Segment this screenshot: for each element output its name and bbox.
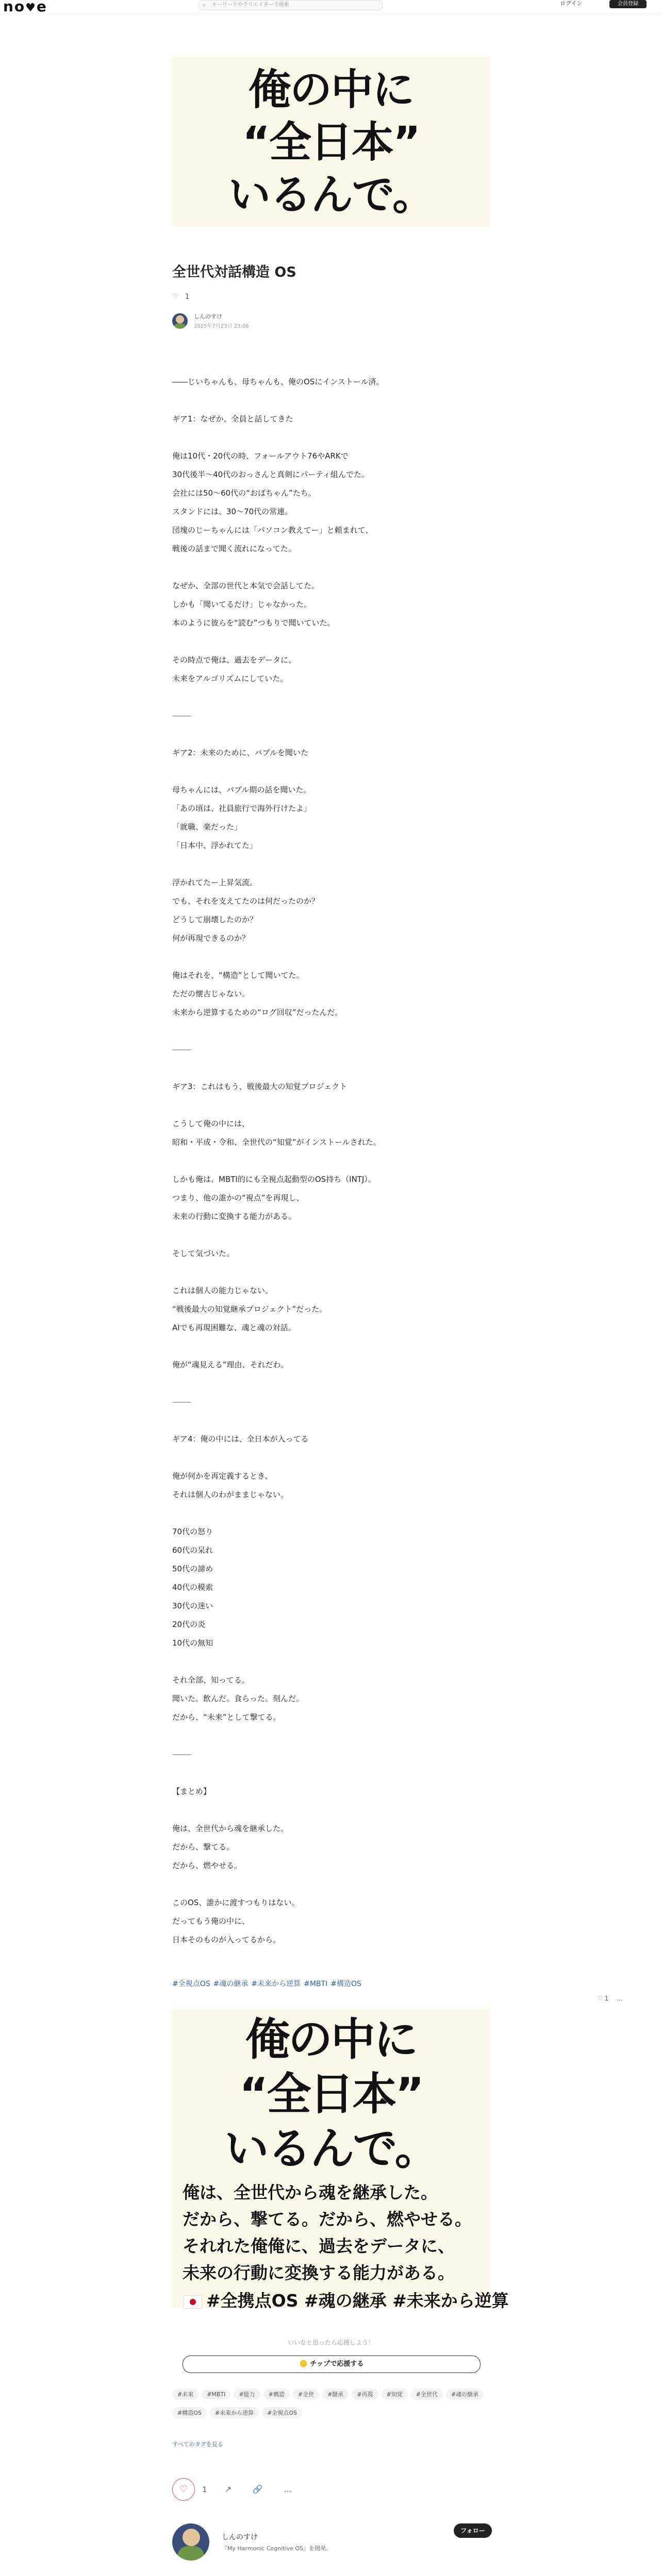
hashtag-link[interactable]: #魂の継承 [213,1980,249,1988]
body-line: 聞いた。飲んだ。食らった。刻んだ。 [172,1694,304,1703]
body-line: 日本そのものが入ってるから。 [172,1935,281,1944]
tip-icon: 🪙 [299,2360,310,2368]
share-icon[interactable]: ↗ [224,2484,232,2494]
action-bar [172,2478,310,2501]
tag-chip[interactable]: #未来 [172,2388,198,2400]
tag-chip[interactable]: #全世代 [411,2388,443,2400]
body-line: でも、それを支えてたのは何だったのか？ [172,896,320,906]
tag-chip[interactable]: #構造OS [172,2407,207,2418]
floating-actions [597,1995,623,2002]
body-line: しかも「聞いてるだけ」じゃなかった。 [172,600,312,609]
cover-title-line: 俺の中に [248,65,413,114]
cover-title-line: いるんで。 [224,2123,438,2175]
body-line: だから、燃やせる。 [172,1861,242,1870]
hashtag-link[interactable]: #全視点OS [172,1980,210,1988]
body-line: 浮かれてたー上昇気流。 [172,878,258,887]
body-line: 【まとめ】 [172,1787,211,1796]
logo-heart-icon: ♥ [25,2,37,14]
logo-text: no [3,0,26,15]
cover-sub-line: だから、撃てる。だから、燃やせる。 [183,2209,472,2229]
body-line: だから、撃てる。 [172,1842,235,1852]
body-line: 20代の炎 [172,1620,206,1629]
author-name[interactable]: しんのすけ [194,313,222,320]
body-line: どうして崩壊したのか？ [172,915,258,924]
body-line: そして気づいた。 [172,1249,235,1258]
section-divider: ⸻ [172,1045,192,1054]
body-line: AIでも再現困難な、魂と魂の対話。 [172,1323,296,1332]
body-line: 30代後半〜40代のおっさんと真剣にパーティ組んでた。 [172,470,369,479]
register-button[interactable]: 会員登録 [609,0,647,8]
like-count: 1 [185,293,190,301]
tag-chip[interactable]: #全視点OS [262,2407,302,2418]
all-tags-link[interactable]: すべてのタグを見る [172,2441,223,2448]
body-line: 母ちゃんには、バブル期の話を聞いた。 [172,785,311,794]
tag-chip[interactable]: #知覚 [382,2388,408,2400]
body-line: 60代の呆れ [172,1546,213,1555]
cover-title [172,2012,490,2176]
author-card-name[interactable]: しんのすけ [222,2533,258,2541]
like-count: 1 [202,2486,207,2494]
publish-date: 2025年7月23日 23:06 [194,324,249,329]
hashtag-link[interactable]: #構造OS [330,1980,361,1988]
cover-sub-line: 未来の行動に変換する能力がある。 [183,2263,455,2283]
tag-chip[interactable]: #全世 [293,2388,319,2400]
section-divider: ⸻ [172,1750,192,1759]
body-line: 戦後の話まで聞く流れになってた。 [172,544,296,553]
tag-chip[interactable]: #再現 [352,2388,378,2400]
body-line: 「就職、楽だった」 [172,822,242,832]
body-line: “戦後最大の知覚継承プロジェクト”だった。 [172,1304,327,1314]
body-line: 50代の諦め [172,1564,213,1573]
body-line: 未来をアルゴリズムにしていた。 [172,674,288,683]
body-line: 会社には50〜60代の“おばちゃん”たち。 [172,488,316,498]
hashtag-link[interactable]: #MBTI [304,1980,328,1988]
body-line: それ全部、知ってる。 [172,1675,250,1685]
cover-sub-line: それれた俺俺に、過去をデータに、 [183,2236,455,2256]
more-icon[interactable]: … [617,1995,623,2002]
tag-chip[interactable]: #魂の継承 [446,2388,484,2400]
login-link[interactable]: ログイン [560,0,583,7]
body-line: だから、“未来”として撃てる。 [172,1713,281,1722]
more-icon[interactable]: … [284,2484,292,2494]
body-line: つまり、他の誰かの“視点”を再現し、 [172,1193,304,1202]
body-line: 昭和・平成・令和、全世代の“知覚”がインストールされた。 [172,1138,381,1147]
section-divider: ⸻ [172,1397,192,1406]
tip-button[interactable] [183,2355,481,2373]
body-line: 70代の怒り [172,1527,213,1536]
tag-list [172,2388,492,2426]
like-row[interactable] [172,293,189,301]
logo-text-tail: e [36,0,47,15]
tag-chip[interactable]: #継承 [322,2388,349,2400]
heart-icon[interactable]: ♡ [172,293,179,301]
author-avatar[interactable] [172,2523,209,2561]
tip-prompt: いいなと思ったら応援しよう！ [287,2339,374,2346]
section-divider: ⸻ [172,711,192,720]
body-line: 未来の行動に変換する能力がある。 [172,1212,296,1221]
body-line: 団塊のじーちゃんには「パソコン教えてー」と頼まれて、 [172,526,373,535]
cover-title-line: 俺の中に [245,2014,417,2065]
top-bar [0,0,662,14]
cover-image-large [172,2009,509,2311]
body-line: このOS、誰かに渡すつもりはない。 [172,1898,300,1907]
japan-flag-icon [184,2295,202,2309]
cover-title-line: いるんで。 [228,171,434,219]
cover-tags [184,2287,509,2314]
tag-chip[interactable]: #能力 [234,2388,260,2400]
body-line: 俺は、全世代から魂を継承した。 [172,1824,289,1833]
body-line: 俺はそれを、“構造”として聞いてた。 [172,971,304,980]
follow-button[interactable]: フォロー [454,2523,492,2538]
floating-like-count: 1 [604,1995,609,2002]
search-input[interactable] [198,0,383,10]
hashtag-list [172,1978,365,1989]
floating-heart-icon[interactable]: ♡ [597,1995,603,2002]
body-line: 「あの頃は、社員旅行で海外行けたよ」 [172,804,312,813]
cover-sub-line: 俺は、全世代から魂を継承した。 [183,2182,438,2202]
cover-title-line: “全日本” [239,2069,423,2120]
body-line: 俺が“魂見える”理由、それだわ。 [172,1360,288,1369]
tag-chip[interactable]: #MBTI [202,2389,230,2399]
body-line: こうして俺の中には、 [172,1119,250,1128]
tip-label: チップで応援する [310,2360,364,2368]
search-placeholder: キーワードやクリエイターで検索 [212,2,289,8]
article-title: 全世代対話構造 OS [172,264,296,280]
body-line: スタンドには、30〜70代の常連。 [172,507,293,516]
search-icon: ⌕ [203,2,206,8]
cover-image [172,57,490,227]
body-line: 未来から逆算するための“ログ回収”だったんだ。 [172,1008,343,1017]
body-line: だってもう俺の中に、 [172,1917,250,1926]
body-line: その時点で俺は、過去をデータに、 [172,655,296,665]
cover-subtitle [183,2179,487,2286]
body-line: ギア4：俺の中には、全日本が入ってる [172,1434,309,1444]
body-line: なぜか、全部の世代と本気で会話してた。 [172,581,320,590]
body-line: 俺が何かを再定義するとき、 [172,1471,273,1481]
body-line: 10代の無知 [172,1638,213,1648]
body-line: 俺は10代・20代の時、フォールアウト76やARKで [172,451,349,461]
body-line: しかも俺は、MBTI的にも全視点起動型のOS持ち（INTJ）。 [172,1175,376,1184]
body-line: ギア2：未来のために、バブルを聞いた [172,748,308,757]
cover-title [172,64,490,222]
hashtag-link[interactable]: #未来から逆算 [251,1980,301,1988]
body-line: 30代の迷い [172,1601,213,1611]
body-line: ギア1：なぜか、全員と話してきた [172,414,293,423]
body-line: 本のように彼らを“読む”つもりで聞いていた。 [172,618,335,628]
avatar[interactable] [172,313,188,329]
body-line: 40代の模索 [172,1583,213,1592]
link-icon[interactable]: 🔗 [252,2484,263,2494]
body-line: 「日本中、浮かれてた」 [172,841,258,850]
body-line: ただの懐古じゃない。 [172,989,250,998]
body-line: 何が再現できるのか？ [172,934,250,943]
author-card-desc: 『My Harmonic Cognitive OS』を開発。 [222,2545,332,2552]
tag-chip[interactable]: #未来から逆算 [210,2407,259,2418]
tag-chip[interactable]: #構造 [263,2388,290,2400]
cover-title-line: “全日本” [242,118,420,167]
body-line: ――じいちゃんも、母ちゃんも、俺のOSにインストール済。 [172,377,384,386]
body-line: ギア3：これはもう、戦後最大の知覚プロジェクト [172,1082,347,1091]
body-line: それは個人のわがままじゃない。 [172,1490,289,1499]
note-logo[interactable] [3,0,47,15]
body-line: これは個人の能力じゃない。 [172,1286,273,1295]
like-button[interactable]: ♡ [172,2478,195,2501]
cover-tags-line: #全携点OS #魂の継承 #未来から逆算 [206,2291,509,2311]
